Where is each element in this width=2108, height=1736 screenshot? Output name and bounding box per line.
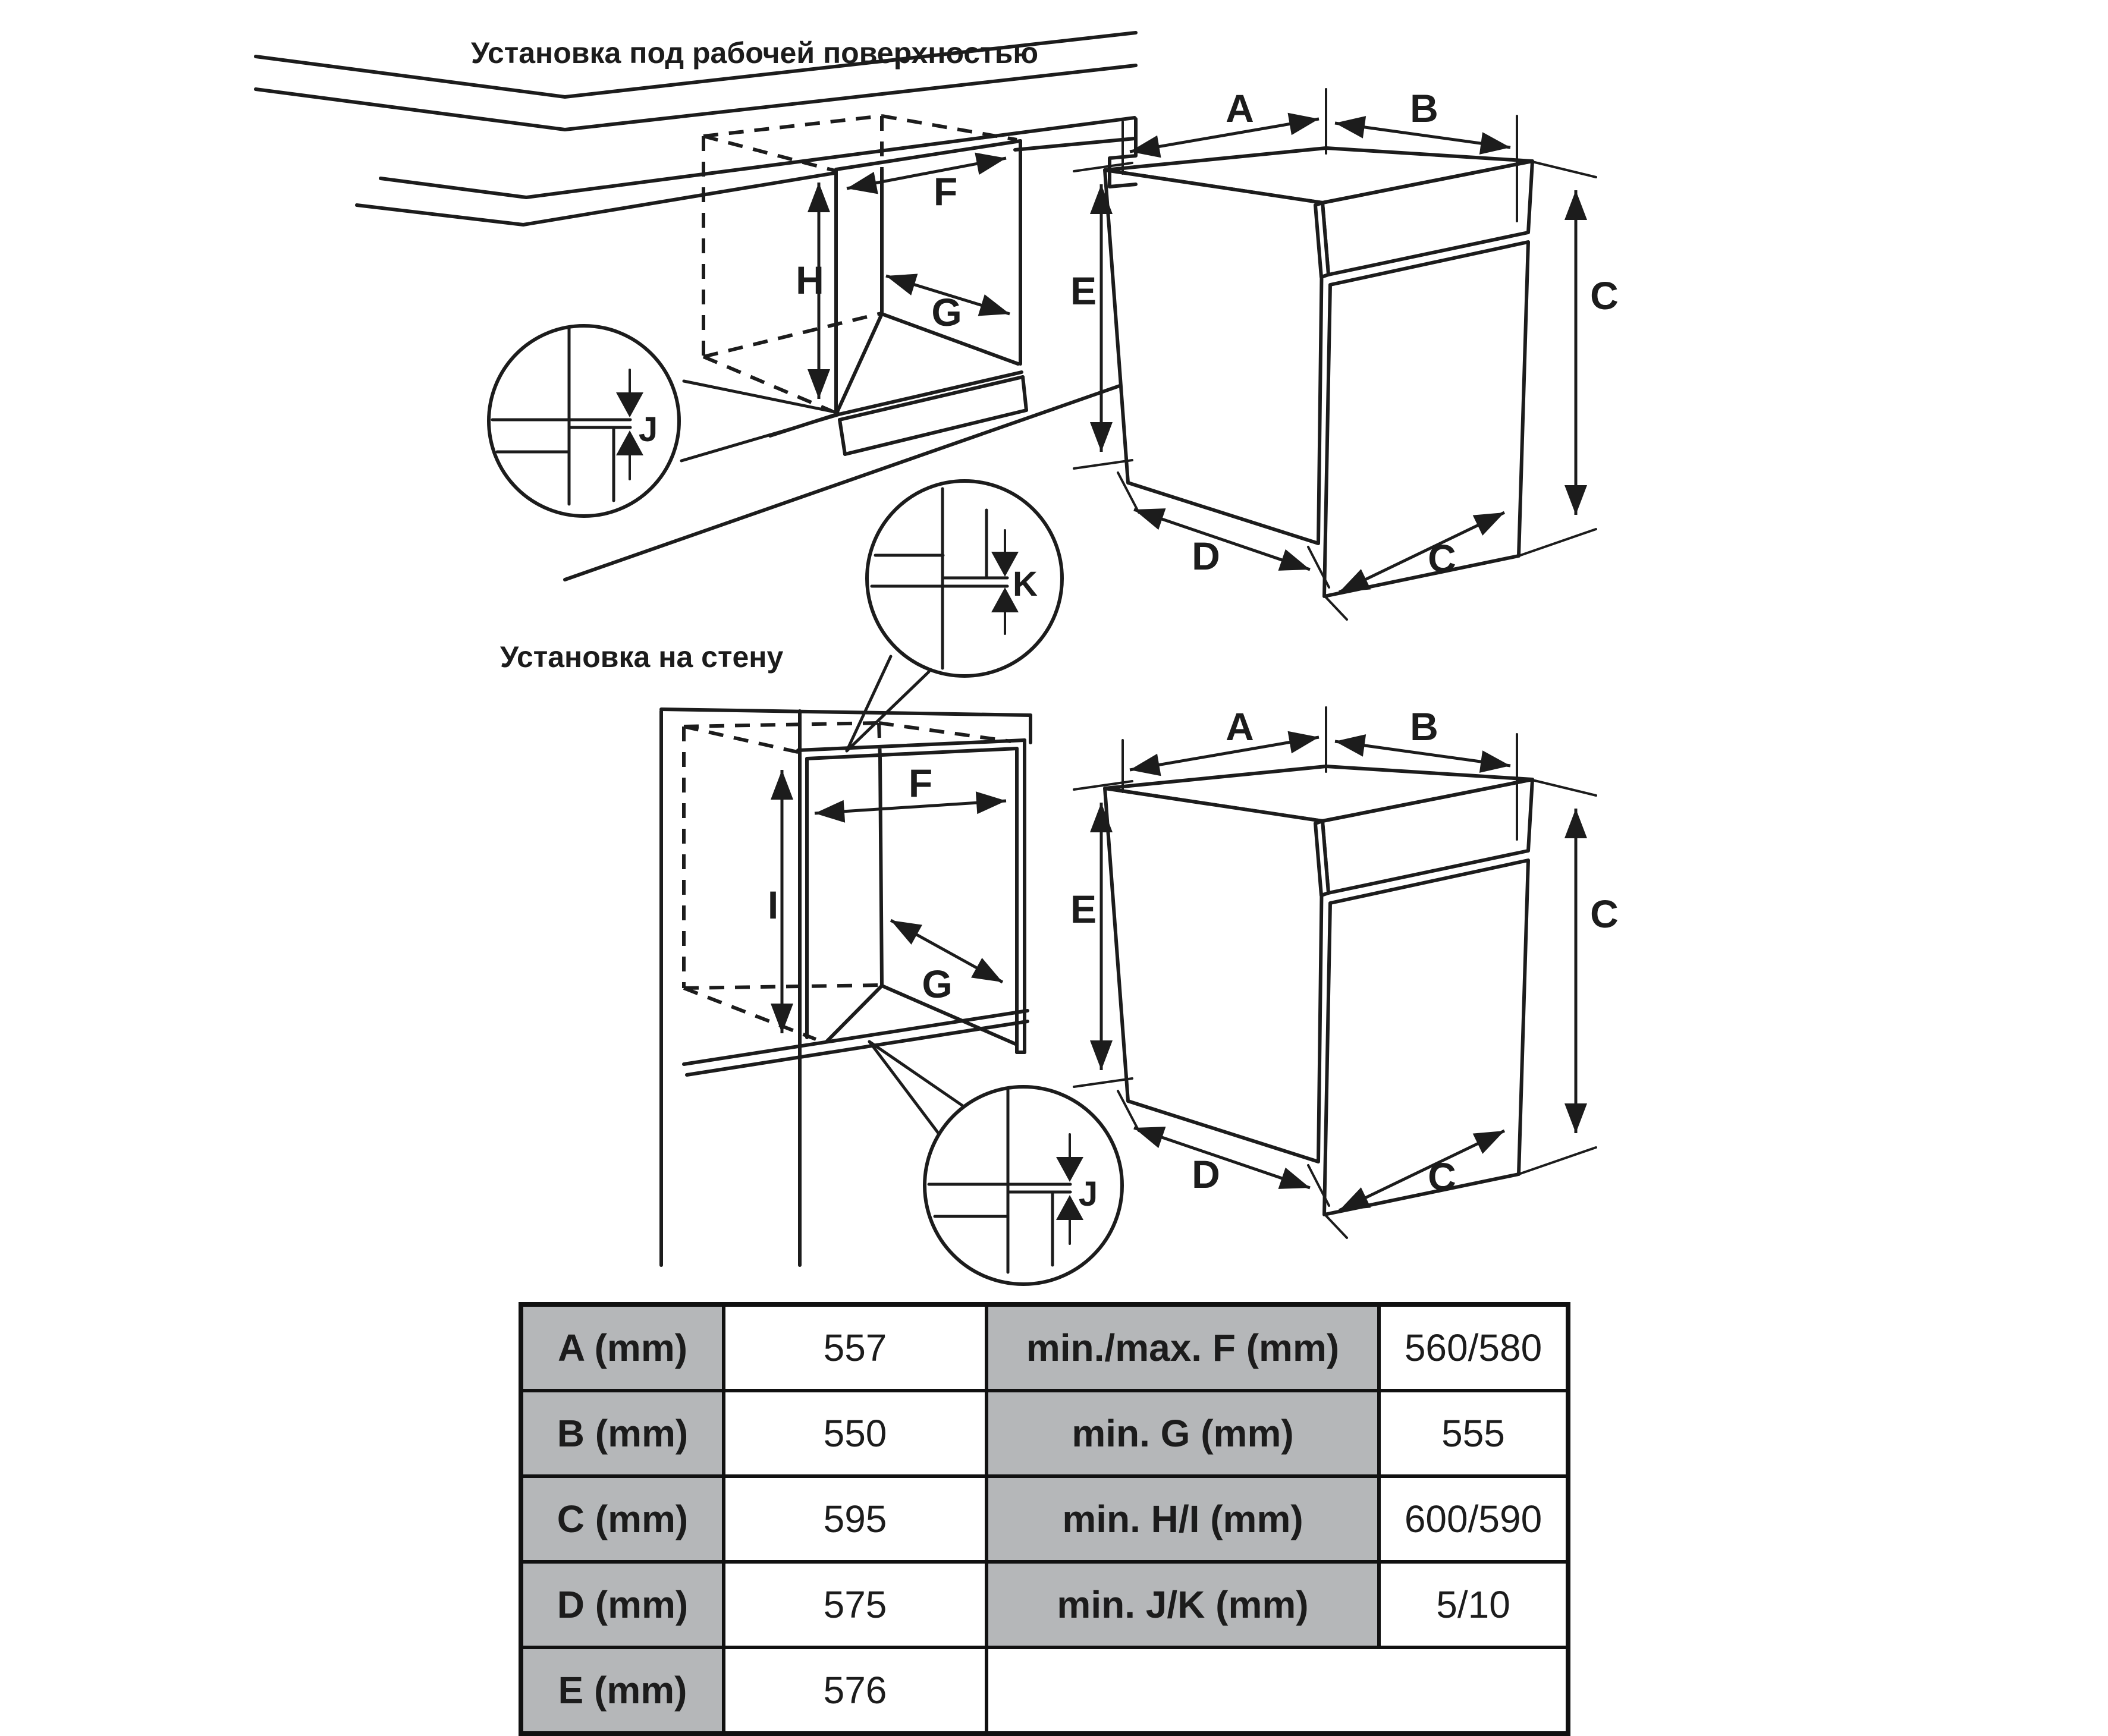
dim-label-c-bottom: C <box>1428 536 1456 580</box>
dim-label-d: D <box>1192 534 1220 578</box>
dim-label-h: H <box>796 258 824 302</box>
table-cell-value: 557 <box>724 1304 987 1391</box>
table-cell-param: min./max. F (mm) <box>987 1304 1379 1391</box>
table-row <box>521 1562 1568 1647</box>
dim-label-c2-right: C <box>1590 892 1619 936</box>
table-cell-param: E (mm) <box>521 1647 724 1734</box>
dim-label-f: F <box>933 169 958 213</box>
dim-label-e: E <box>1070 269 1097 313</box>
table-cell-param: min. J/K (mm) <box>987 1562 1379 1647</box>
table-row <box>521 1476 1568 1562</box>
table-cell-param: min. H/I (mm) <box>987 1476 1379 1562</box>
table-cell-value: 555 <box>1379 1391 1568 1476</box>
callout-k-top-gap <box>847 481 1062 751</box>
dim-label-i: I <box>767 883 779 927</box>
worktop-lines <box>256 33 1136 225</box>
table-cell-value: 550 <box>724 1391 987 1476</box>
wall-niche-outline <box>684 740 1028 1075</box>
table-row <box>521 1647 1568 1734</box>
dim-label-j2: J <box>1078 1175 1098 1213</box>
table-row <box>521 1304 1568 1391</box>
table-row <box>521 1391 1568 1476</box>
table-cell-value: 595 <box>724 1476 987 1562</box>
table-cell-value: 560/580 <box>1379 1304 1568 1391</box>
niche-hidden-outline <box>703 116 1017 411</box>
table-cell-value: 5/10 <box>1379 1562 1568 1647</box>
dim-label-b: B <box>1410 86 1438 130</box>
dim-arrow-a <box>1130 119 1319 152</box>
dim-label-g2: G <box>922 962 953 1006</box>
oven-drawing-2 <box>1070 705 1619 1238</box>
table-cell-empty <box>987 1647 1568 1734</box>
table-cell-value: 575 <box>724 1562 987 1647</box>
table-cell-param: C (mm) <box>521 1476 724 1562</box>
dim-label-a: A <box>1226 86 1254 130</box>
table-cell-param: D (mm) <box>521 1562 724 1647</box>
wall-niche-hidden-outline <box>684 723 1011 1039</box>
dim-label-e2: E <box>1070 887 1097 931</box>
dim-arrow-c-bottom <box>1339 512 1504 592</box>
table-cell-param: B (mm) <box>521 1391 724 1476</box>
dim-label-k: K <box>1013 565 1038 603</box>
table-cell-param: A (mm) <box>521 1304 724 1391</box>
dim-label-j: J <box>638 410 658 449</box>
section-title-under-worktop: Установка под рабочей поверхностью <box>471 36 1039 70</box>
section-title-wall-mount: Установка на стену <box>500 640 784 674</box>
dim-label-d2: D <box>1192 1152 1220 1196</box>
diagram-oven-bottom <box>1064 696 1635 1243</box>
dim-arrow-a2 <box>1130 737 1319 770</box>
dimensions-table <box>519 1302 1570 1736</box>
dim-label-c-right: C <box>1590 273 1619 317</box>
dim-label-f2: F <box>908 761 933 805</box>
dim-label-b2: B <box>1410 705 1438 749</box>
dim-label-a2: A <box>1226 705 1254 749</box>
dim-arrow-c2-bottom <box>1339 1131 1504 1210</box>
table-cell-value: 600/590 <box>1379 1476 1568 1562</box>
dim-label-c2-bottom: C <box>1428 1155 1456 1199</box>
dim-label-g: G <box>931 290 962 334</box>
table-cell-param: min. G (mm) <box>987 1391 1379 1476</box>
table-cell-value: 576 <box>724 1647 987 1734</box>
